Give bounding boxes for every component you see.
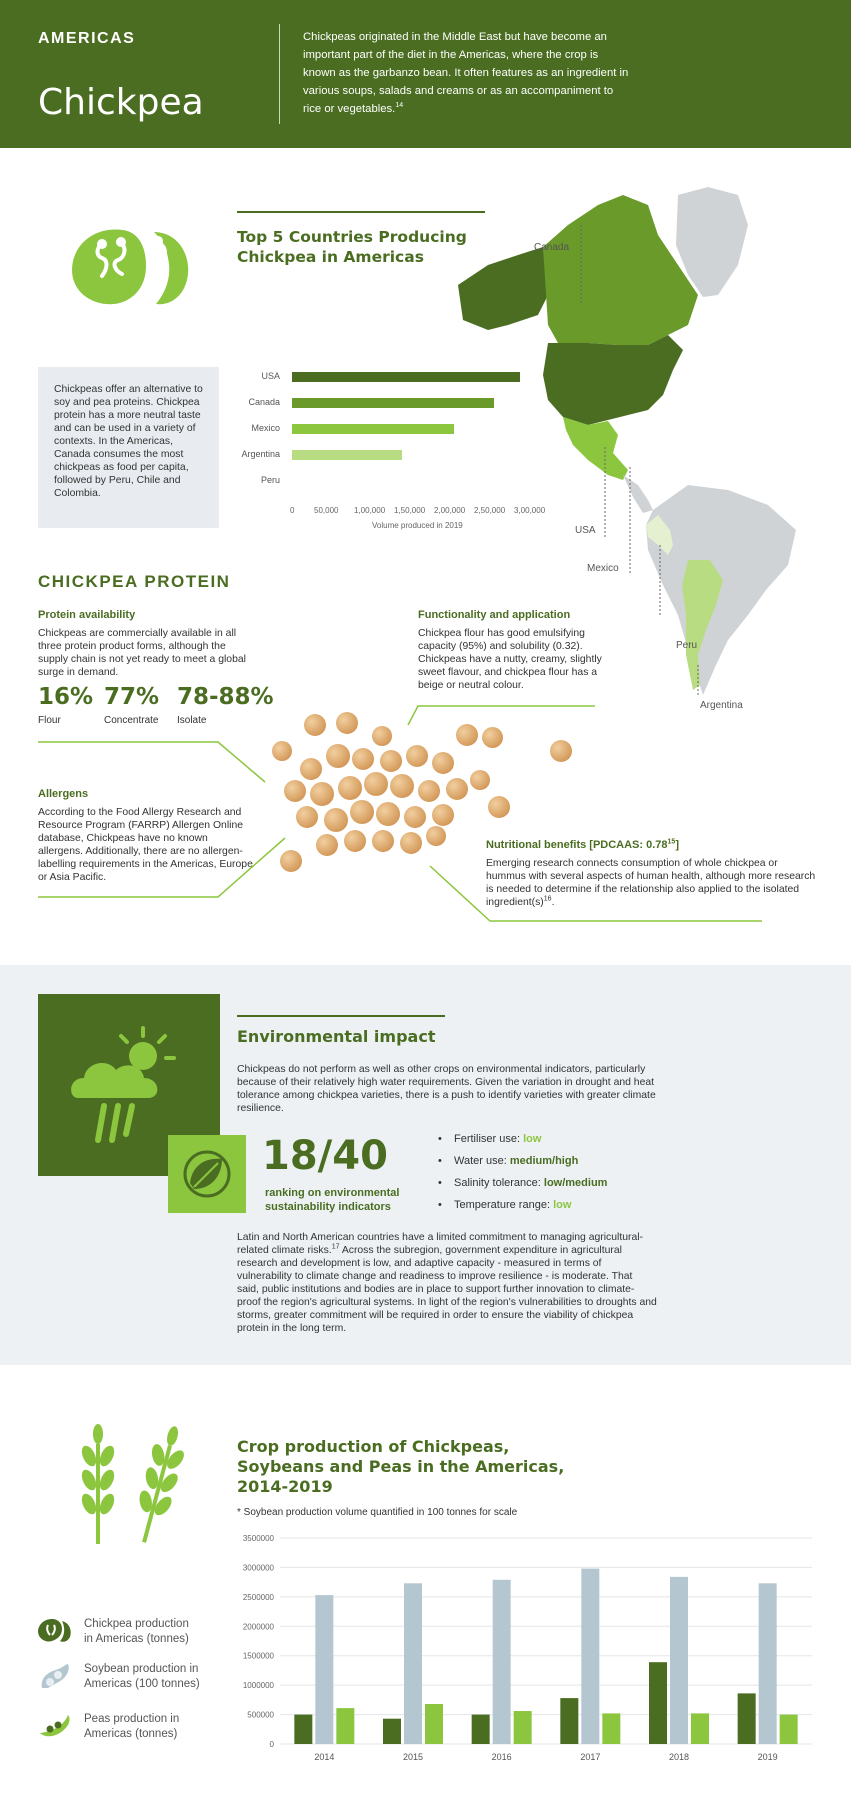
x-tick-label: 2,50,000 bbox=[474, 506, 506, 515]
x-tick-label: 50,000 bbox=[314, 506, 339, 515]
nutrition-title-text: Nutritional benefits [PDCAAS: 0.78 bbox=[486, 839, 668, 851]
bar-category-label: Mexico bbox=[251, 423, 280, 433]
bar-chickpea-2016 bbox=[472, 1715, 490, 1744]
legend-peas bbox=[84, 1712, 179, 1742]
nutrition-text bbox=[486, 857, 816, 909]
bar-category-label: Canada bbox=[248, 397, 280, 407]
production-title-line1: Top 5 Countries Producing bbox=[237, 228, 467, 246]
stat-flour-label: Flour bbox=[38, 715, 61, 726]
functionality-text: Chickpea flour has good emulsifying capacity (95%) and solubility (0.32). Chickpeas have a nutty, creamy, slightly sweet flavour, and chickpea flour has a beige or neutral colour. bbox=[418, 628, 602, 691]
crop-title bbox=[237, 1437, 564, 1497]
chickpea-icon bbox=[38, 1617, 72, 1643]
y-tick-label: 1000000 bbox=[242, 1681, 274, 1691]
legend-line: Peas production in bbox=[84, 1713, 180, 1725]
legend-soybean bbox=[84, 1662, 200, 1692]
crop-production-chart bbox=[230, 1530, 830, 1790]
sustainability-score: 18/40 bbox=[262, 1133, 388, 1179]
x-tick-label: 2018 bbox=[668, 1752, 690, 1762]
y-tick-label: 1500000 bbox=[242, 1651, 274, 1661]
y-tick-label: 2000000 bbox=[242, 1622, 274, 1632]
production-title-line2: Chickpea in Americas bbox=[237, 248, 424, 266]
y-tick-label: 0 bbox=[269, 1740, 274, 1749]
stat-concentrate-value: 77% bbox=[104, 684, 160, 710]
footnote-ref: 17 bbox=[331, 1243, 340, 1251]
x-tick-label: 2014 bbox=[314, 1752, 335, 1762]
indicator-label: Temperature range: bbox=[454, 1199, 554, 1211]
bar-mexico bbox=[292, 424, 454, 434]
indicator-water bbox=[438, 1155, 607, 1177]
environment-intro: Chickpeas do not perform as well as other crops on environmental indicators, particularly because of their relatively high water requirements. Given the variation in drought and heat tolerance among chickpea varieties, there is a push to identify varieties with greater climate resilience. bbox=[237, 1064, 656, 1114]
info-box: Chickpeas offer an alternative to soy and pea proteins. Chickpea protein has a more neutral taste and can be used in a variety of contexts. In the Americas, Canada consumes the most chickpeas as food per capita, followed by Peru, Chile and Colombia. bbox=[38, 367, 219, 528]
x-tick-label: 2017 bbox=[580, 1752, 601, 1762]
availability-title: Protein availability bbox=[38, 609, 136, 621]
indicator-label: Fertiliser use: bbox=[454, 1133, 524, 1145]
footnote-ref: 14 bbox=[395, 102, 404, 110]
soybean-icon bbox=[38, 1660, 72, 1694]
chickpea-icon bbox=[68, 218, 194, 308]
x-tick-label: 1,50,000 bbox=[394, 506, 426, 515]
legend-line: Soybean production in bbox=[84, 1663, 199, 1675]
nutrition-text-body: Emerging research connects consumption of whole chickpea or hummus with several aspects of human health, although more research is needed to determine if the relationship also applied to the isolated ingredient(s) bbox=[486, 858, 816, 908]
bar-soybean-2015 bbox=[404, 1583, 422, 1744]
bar-chickpea-2018 bbox=[649, 1662, 667, 1744]
score-label: ranking on environmental sustainability indicators bbox=[265, 1187, 400, 1213]
x-tick-label: 3,00,000 bbox=[514, 506, 546, 515]
header-banner bbox=[0, 0, 851, 148]
bar-peas-2018 bbox=[691, 1713, 709, 1744]
crop-title-line1: Crop production of Chickpeas, bbox=[237, 1437, 510, 1456]
stat-isolate-label: Isolate bbox=[177, 715, 207, 726]
protein-heading: CHICKPEA PROTEIN bbox=[38, 572, 231, 591]
nutrition-title-end: ] bbox=[675, 839, 679, 851]
bar-peas-2017 bbox=[602, 1713, 620, 1744]
legend-line: in Americas (tonnes) bbox=[84, 1633, 189, 1645]
bar-peas-2019 bbox=[780, 1715, 798, 1744]
bar-chickpea-2019 bbox=[738, 1693, 756, 1744]
region-label: AMERICAS bbox=[38, 30, 136, 47]
y-tick-label: 3000000 bbox=[242, 1563, 274, 1573]
pea-pod-icon bbox=[38, 1711, 72, 1741]
legend-line: Americas (100 tonnes) bbox=[84, 1678, 200, 1690]
footnote-ref: 16 bbox=[543, 895, 552, 903]
map-label-mexico: Mexico bbox=[587, 563, 619, 574]
wheat-icon bbox=[72, 1424, 190, 1548]
bar-soybean-2019 bbox=[759, 1583, 777, 1744]
crop-title-line2: Soybeans and Peas in the Americas, bbox=[237, 1457, 565, 1476]
bar-peas-2014 bbox=[336, 1708, 354, 1744]
bar-chickpea-2014 bbox=[294, 1715, 312, 1744]
bar-peas-2016 bbox=[514, 1711, 532, 1744]
bar-chickpea-2017 bbox=[560, 1698, 578, 1744]
bar-category-label: Argentina bbox=[241, 449, 280, 459]
x-tick-label: 2016 bbox=[491, 1752, 512, 1762]
leaf-icon-box bbox=[168, 1135, 246, 1213]
bar-argentina bbox=[292, 450, 402, 460]
header-intro bbox=[303, 28, 633, 118]
allergens-text: According to the Food Allergy Research and Resource Program (FARRP) Allergen Online database, Chickpeas have no known allergens. Additionally, there are no allergen-labelling requirements in the Americas, Europe or Asia Pacific. bbox=[38, 807, 253, 883]
bar-category-label: USA bbox=[261, 371, 280, 381]
x-tick-label: 1,00,000 bbox=[354, 506, 386, 515]
indicator-label: Salinity tolerance: bbox=[454, 1177, 544, 1189]
production-title bbox=[237, 227, 467, 267]
bar-category-label: Peru bbox=[260, 475, 280, 485]
crop-note: * Soybean production volume quantified in 100 tonnes for scale bbox=[237, 1507, 518, 1518]
map-label-peru: Peru bbox=[676, 640, 698, 651]
stat-concentrate-label: Concentrate bbox=[104, 715, 159, 726]
leaf-icon bbox=[168, 1135, 246, 1213]
x-tick-label: 2,00,000 bbox=[434, 506, 466, 515]
crop-title-line3: 2014-2019 bbox=[237, 1477, 333, 1496]
bar-soybean-2016 bbox=[493, 1580, 511, 1744]
map-label-argentina: Argentina bbox=[700, 700, 743, 711]
legend-line: Americas (tonnes) bbox=[84, 1728, 178, 1740]
indicator-temperature bbox=[438, 1199, 607, 1221]
indicator-salinity bbox=[438, 1177, 607, 1199]
x-tick-label: 0 bbox=[290, 506, 295, 515]
y-tick-label: 500000 bbox=[247, 1710, 274, 1720]
indicator-list bbox=[438, 1133, 607, 1221]
functionality-title: Functionality and application bbox=[418, 609, 571, 621]
y-tick-label: 2500000 bbox=[242, 1592, 274, 1602]
map-label-canada: Canada bbox=[534, 242, 570, 253]
bar-soybean-2014 bbox=[315, 1595, 333, 1744]
x-axis-label: Volume produced in 2019 bbox=[372, 521, 463, 530]
x-tick-label: 2019 bbox=[757, 1752, 778, 1762]
legend-chickpea bbox=[84, 1617, 189, 1647]
indicator-fertiliser bbox=[438, 1133, 607, 1155]
environment-body bbox=[237, 1231, 657, 1335]
environment-body-b: Across the subregion, government expenditure in agricultural research and development is low, and adaptive capacity - measured in terms of vulnerability to climate change and readiness to improve resilience - is moderate. That said, public institutions and bodies are in place to support further innovation to climate-proof the region's agricultural systems. In light of the region's vulnerabilities to droughts and storms, greater commitment will be required in order to ensure the viability of chickpea protein in the long term. bbox=[237, 1245, 657, 1334]
allergens-title: Allergens bbox=[38, 788, 89, 800]
footnote-ref: 15 bbox=[667, 838, 676, 846]
header-intro-text: Chickpeas originated in the Middle East but have become an important part of the diet in the Americas, where the crop is known as the garbanzo bean. It often features as an ingredient in various soups, salads and creams or as an accompaniment to rice or vegetables. bbox=[303, 31, 629, 115]
indicator-value: low bbox=[523, 1133, 542, 1145]
nutrition-title bbox=[486, 839, 679, 851]
nutrition-text-end: . bbox=[551, 897, 555, 908]
environment-title: Environmental impact bbox=[237, 1027, 436, 1046]
header-divider bbox=[279, 24, 280, 124]
bar-peas-2015 bbox=[425, 1704, 443, 1744]
bar-soybean-2018 bbox=[670, 1577, 688, 1744]
bar-chickpea-2015 bbox=[383, 1719, 401, 1744]
environment-body-a: Latin and North American countries have a limited commitment to managing agricultural-related climate risks. bbox=[237, 1232, 644, 1256]
stat-flour-value: 16% bbox=[38, 684, 94, 710]
env-title-rule bbox=[237, 1015, 445, 1017]
legend-line: Chickpea production bbox=[84, 1618, 189, 1630]
indicator-value: low/medium bbox=[543, 1177, 608, 1189]
indicator-value: low bbox=[553, 1199, 572, 1211]
bar-soybean-2017 bbox=[581, 1569, 599, 1744]
x-tick-label: 2015 bbox=[402, 1752, 424, 1762]
map-label-usa: USA bbox=[575, 525, 596, 536]
y-tick-label: 3500000 bbox=[242, 1534, 274, 1543]
indicator-value: medium/high bbox=[509, 1155, 579, 1167]
stat-isolate-value: 78-88% bbox=[177, 684, 274, 710]
availability-text: Chickpeas are commercially available in all three protein product forms, although the supply chain is not yet ready to meet a global surge in demand. bbox=[38, 628, 246, 678]
indicator-label: Water use: bbox=[454, 1155, 510, 1167]
page-title: Chickpea bbox=[38, 82, 204, 123]
